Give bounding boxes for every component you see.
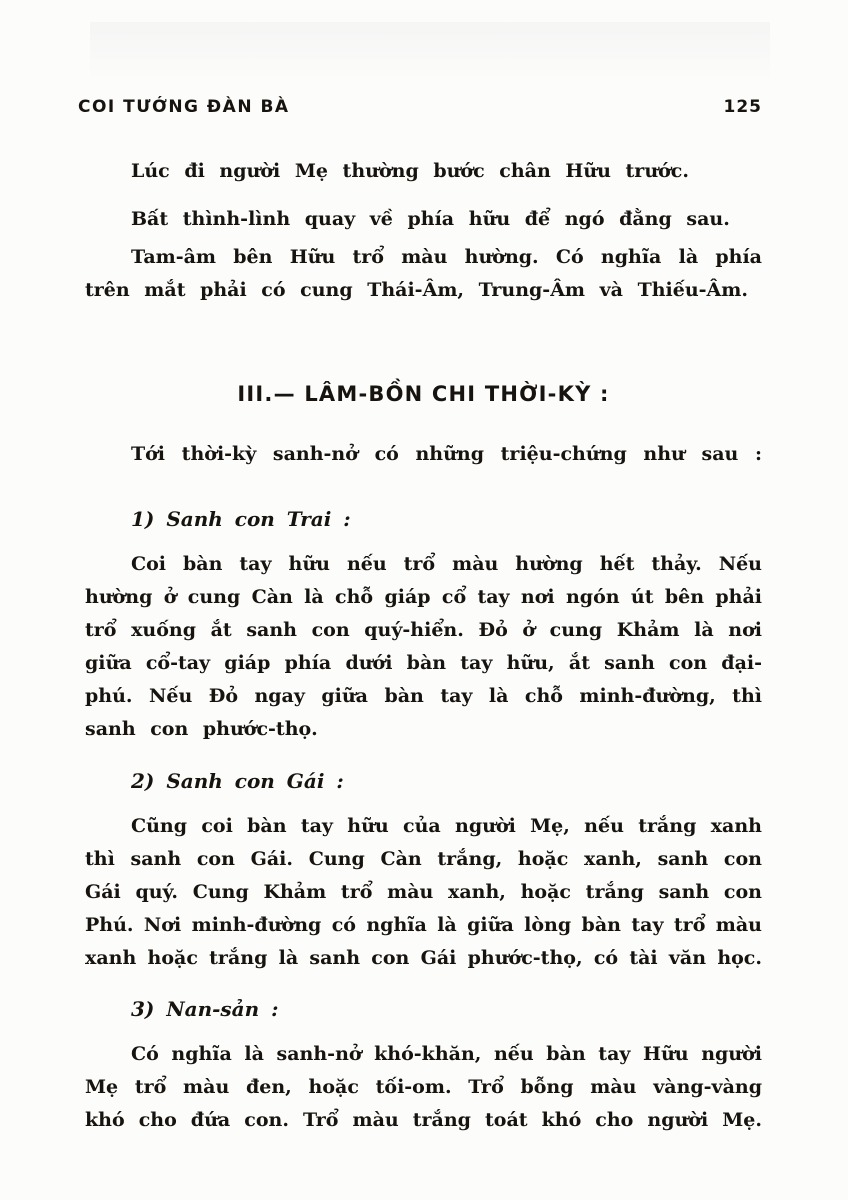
text-line: Gái quý. Cung Khảm trổ màu xanh, hoặc trắng sanh con — [85, 881, 762, 903]
text-line: xanh hoặc trắng là sanh con Gái phước-thọ, có tài văn học. — [85, 947, 762, 969]
text-line: trổ xuống ắt sanh con quý-hiển. Đỏ ở cung Khảm là nơi — [85, 619, 762, 641]
text-line: Cũng coi bàn tay hữu của người Mẹ, nếu trắng xanh — [131, 815, 762, 837]
text-line: sanh con phước-thọ. — [85, 718, 318, 740]
subsection-label-2: 2) Sanh con Gái : — [131, 769, 344, 793]
text-line: Phú. Nơi minh-đường có nghĩa là giữa lòng bàn tay trổ màu — [85, 914, 762, 936]
intro-paragraph-1 — [85, 155, 762, 188]
text-line: Bất thình-lình quay về phía hữu để ngó đằng sau. — [131, 208, 730, 230]
subsection-paragraph-1 — [85, 548, 762, 746]
text-line: khó cho đứa con. Trổ màu trắng toát khó cho người Mẹ. — [85, 1109, 762, 1131]
intro-paragraph-2 — [85, 203, 762, 236]
subsection-paragraph-3 — [85, 1038, 762, 1137]
running-header-title: COI TƯỚNG ĐÀN BÀ — [78, 97, 290, 117]
text-line: trên mắt phải có cung Thái-Âm, Trung-Âm và Thiếu-Âm. — [85, 279, 748, 301]
page-number: 125 — [723, 97, 762, 117]
subsection-label-1: 1) Sanh con Trai : — [131, 507, 351, 531]
text-line: Mẹ trổ màu đen, hoặc tối-om. Trổ bỗng màu vàng-vàng — [85, 1076, 762, 1098]
subsection-label-3: 3) Nan-sản : — [131, 997, 279, 1021]
subsection-paragraph-2 — [85, 810, 762, 975]
text-line: phú. Nếu Đỏ ngay giữa bàn tay là chỗ minh-đường, thì — [85, 685, 762, 707]
intro-paragraph-3 — [85, 241, 762, 307]
text-line: Tam-âm bên Hữu trổ màu hường. Có nghĩa là phía — [131, 246, 762, 268]
text-line: hường ở cung Càn là chỗ giáp cổ tay nơi ngón út bên phải — [85, 586, 762, 608]
section-heading: III.— LÂM-BỒN CHI THỜI-KỲ : — [237, 382, 610, 406]
text-line: thì sanh con Gái. Cung Càn trắng, hoặc xanh, sanh con — [85, 848, 762, 870]
running-header — [78, 97, 762, 117]
text-line: Có nghĩa là sanh-nở khó-khăn, nếu bàn tay Hữu người — [131, 1043, 762, 1065]
text-line: giữa cổ-tay giáp phía dưới bàn tay hữu, ắt sanh con đại- — [85, 652, 762, 674]
text-line: Tới thời-kỳ sanh-nở có những triệu-chứng như sau : — [131, 443, 762, 465]
text-line: Coi bàn tay hữu nếu trổ màu hường hết thảy. Nếu — [131, 553, 762, 575]
lead-paragraph — [85, 438, 762, 471]
text-line: Lúc đi người Mẹ thường bước chân Hữu trước. — [131, 160, 689, 182]
